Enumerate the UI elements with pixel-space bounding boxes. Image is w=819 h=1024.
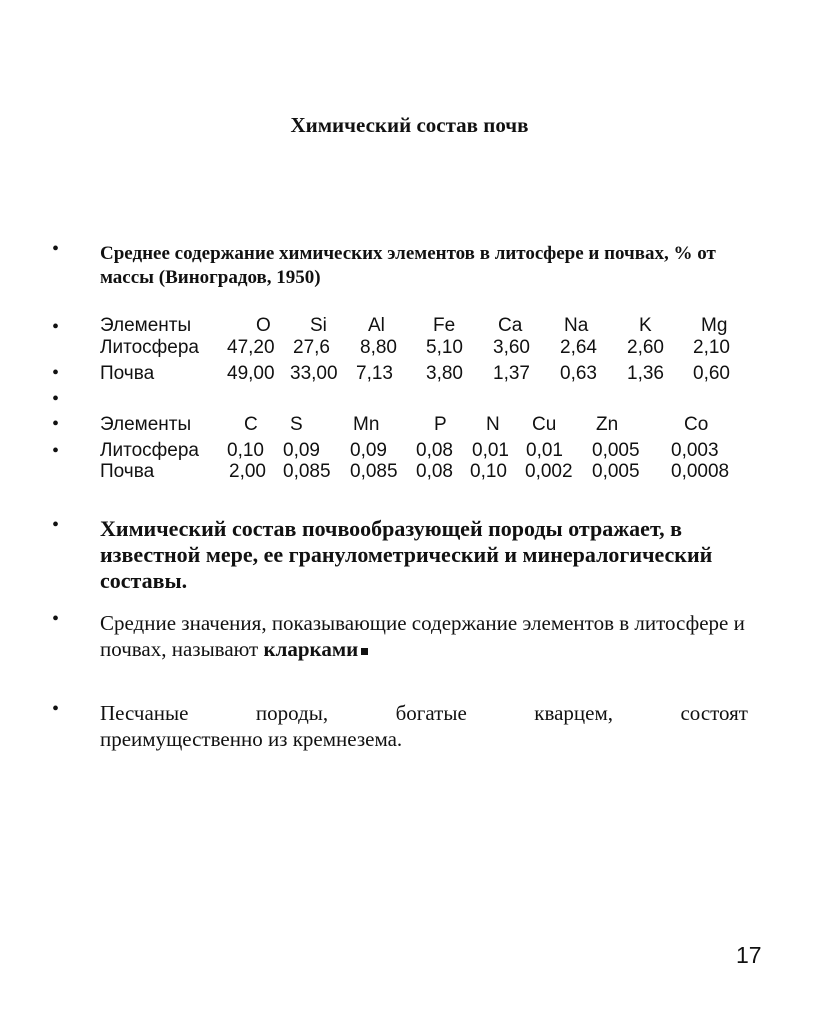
table2-cell: 0,10: [227, 440, 264, 461]
table1-element: Al: [368, 315, 385, 336]
table2-element: Mn: [353, 414, 380, 435]
page-title: Химический состав почв: [290, 113, 529, 137]
table1-header-row: [100, 315, 740, 337]
end-square-icon: [361, 648, 368, 655]
paragraph-clarkes: [100, 610, 760, 662]
table2-header-row: [100, 414, 740, 436]
bullet-marker: •: [52, 440, 60, 462]
table2-row-label: Литосфера: [100, 440, 199, 461]
table1-cell: 1,36: [627, 363, 664, 384]
table1-cell: 2,10: [693, 337, 730, 358]
table2-cell: 0,003: [671, 440, 719, 461]
table1-cell: 27,6: [293, 337, 330, 358]
table1-row-label: Почва: [100, 363, 155, 384]
bullet-marker: •: [52, 413, 60, 435]
table2-cell: 0,09: [283, 440, 320, 461]
table2-cell: 0,10: [470, 461, 507, 482]
table2-element: C: [244, 414, 258, 435]
table1-element: Na: [564, 315, 589, 336]
table2-cell: 0,08: [416, 461, 453, 482]
paragraph-sandy-rocks: [100, 700, 748, 752]
table1-element: Fe: [433, 315, 456, 336]
table1-cell: 7,13: [356, 363, 393, 384]
paragraph-sandy-rocks-line1: Песчаные породы, богатые кварцем, состоят: [100, 701, 748, 725]
term-clarkes: кларками: [263, 637, 359, 661]
table2-element: Zn: [596, 414, 619, 435]
table2-cell: 0,085: [350, 461, 398, 482]
table1-row-label: Литосфера: [100, 337, 199, 358]
table1-cell: 2,64: [560, 337, 597, 358]
table2-row-label: Почва: [100, 461, 155, 482]
table1-cell: 8,80: [360, 337, 397, 358]
table1-cell: 0,60: [693, 363, 730, 384]
table2-cell: 0,09: [350, 440, 387, 461]
table2-cell: 0,01: [526, 440, 563, 461]
table1-element: Si: [310, 315, 327, 336]
table1-element: Ca: [498, 315, 523, 336]
paragraph-sandy-rocks-line2: преимущественно из кремнезема.: [100, 727, 403, 751]
table2-cell: 0,002: [525, 461, 573, 482]
bullet-marker: •: [52, 316, 60, 338]
table2-header-label: Элементы: [100, 414, 192, 435]
table2-element: P: [434, 414, 447, 435]
table2-element: Co: [684, 414, 709, 435]
table1-element: O: [256, 315, 271, 336]
bullet-marker: •: [52, 514, 60, 536]
paragraph-parent-rock: Химический состав почвообразующей породы отражает, в известной мере, ее гранулометрический и минералогический составы.: [100, 516, 713, 593]
table1-cell: 3,60: [493, 337, 530, 358]
table1-row-lithosphere: [100, 337, 740, 359]
intro-paragraph: Среднее содержание химических элементов в литосфере и почвах, % от массы (Виноградов, 1950): [100, 243, 716, 288]
table1-cell: 5,10: [426, 337, 463, 358]
table2-cell: 0,01: [472, 440, 509, 461]
table1-row-soil: [100, 363, 740, 385]
table1-cell: 33,00: [290, 363, 338, 384]
table1-cell: 47,20: [227, 337, 275, 358]
table1-cell: 2,60: [627, 337, 664, 358]
bullet-marker: •: [52, 608, 60, 630]
table1-cell: 49,00: [227, 363, 275, 384]
table2-element: Cu: [532, 414, 557, 435]
table2-cell: 0,005: [592, 461, 640, 482]
paragraph-clarkes-text: Средние значения, показывающие содержание элементов в литосфере и почвах, называют: [100, 611, 745, 661]
table1-cell: 3,80: [426, 363, 463, 384]
table2-element: S: [290, 414, 303, 435]
table2-cell: 0,08: [416, 440, 453, 461]
table1-element: Mg: [701, 315, 728, 336]
table1-cell: 1,37: [493, 363, 530, 384]
table1-header-label: Элементы: [100, 315, 192, 336]
table2-element: N: [486, 414, 500, 435]
bullet-marker: •: [52, 698, 60, 720]
table1-element: K: [639, 315, 652, 336]
table1-cell: 0,63: [560, 363, 597, 384]
table2-cell: 0,0008: [671, 461, 730, 482]
bullet-marker: •: [52, 388, 60, 410]
bullet-marker: •: [52, 362, 60, 384]
table2-row-lithosphere: [100, 440, 740, 462]
page-number: 17: [736, 942, 762, 968]
table2-cell: 0,005: [592, 440, 640, 461]
table2-cell: 2,00: [229, 461, 266, 482]
table2-row-soil: [100, 461, 740, 483]
table2-cell: 0,085: [283, 461, 331, 482]
bullet-marker: •: [52, 238, 60, 260]
